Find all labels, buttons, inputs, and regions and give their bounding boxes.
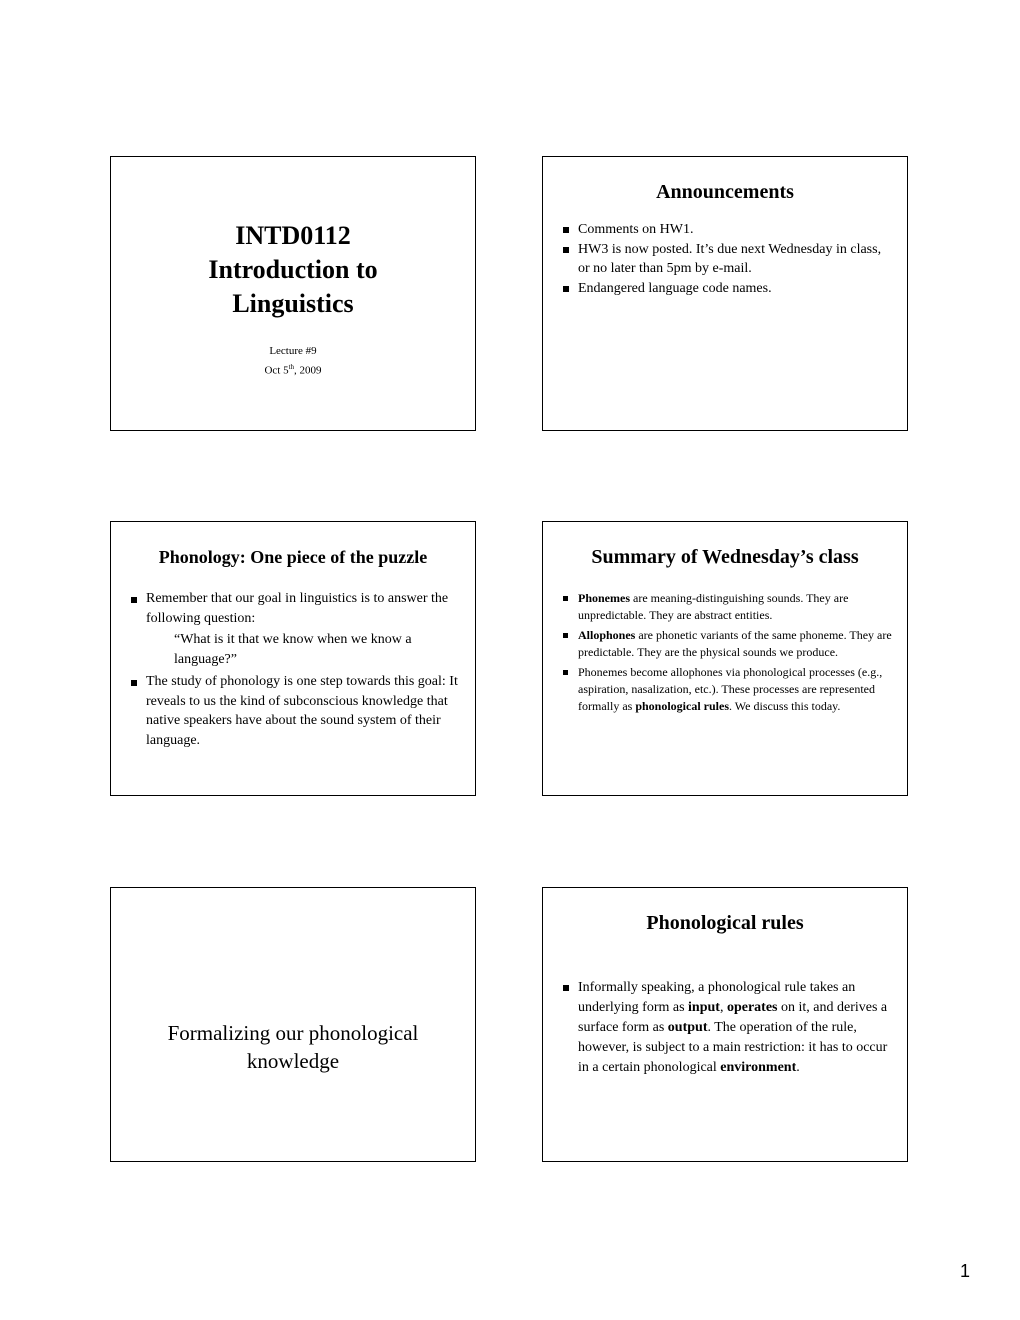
list-item-text: Comments on HW1.	[578, 222, 694, 237]
bullet-list	[131, 589, 459, 750]
lecture-date	[111, 359, 475, 379]
bullet-square-icon	[131, 597, 137, 603]
list-item-text: ,	[719, 1000, 727, 1015]
bullet-square-icon	[563, 286, 569, 292]
section-heading-line1: Formalizing our phonological	[167, 1021, 419, 1045]
term-phonemes: Phonemes	[578, 591, 630, 605]
date-ordinal: th	[288, 363, 295, 371]
slide-phonological-rules	[542, 887, 908, 1162]
page-number: 1	[960, 1261, 971, 1281]
bullet-square-icon	[563, 227, 569, 233]
list-item-text: .	[796, 1060, 800, 1075]
bullet-square-icon	[563, 596, 568, 601]
list-item	[563, 590, 893, 624]
bullet-list	[563, 220, 891, 299]
list-item-text: Informally speaking, a phonological rule takes an underlying form as	[578, 980, 856, 1015]
list-item-text: Remember that our goal in linguistics is to answer the following question:	[146, 591, 449, 626]
slide-heading: Announcements	[656, 181, 794, 203]
date-month-day: Oct 5	[264, 364, 289, 377]
bullet-square-icon	[563, 985, 569, 991]
term-environment: environment	[720, 1060, 797, 1075]
bullet-square-icon	[563, 633, 568, 638]
bullet-square-icon	[563, 247, 569, 253]
quote-text: “What is it that we know when we know a language?”	[174, 632, 412, 667]
course-name-line1: Introduction to	[208, 255, 378, 284]
term-allophones: Allophones	[578, 628, 636, 642]
list-item-text: . We discuss this today.	[729, 699, 841, 713]
slide-formalizing	[110, 887, 476, 1162]
list-item	[563, 220, 891, 239]
term-operates: operates	[726, 1000, 778, 1015]
course-code: INTD0112	[235, 221, 351, 250]
course-title	[111, 219, 475, 321]
section-heading-line2: knowledge	[246, 1049, 340, 1073]
slide-heading: Phonological rules	[646, 912, 804, 934]
term-output: output	[667, 1020, 708, 1035]
list-item	[131, 672, 459, 750]
term-input: input	[688, 1000, 720, 1015]
lecture-info	[111, 343, 475, 379]
list-item	[131, 589, 459, 669]
slide-phonology	[110, 521, 476, 796]
slide-heading: Phonology: One piece of the puzzle	[158, 547, 428, 567]
bullet-square-icon	[563, 670, 568, 675]
list-item	[563, 978, 891, 1078]
term-phonological-rules: phonological rules	[635, 699, 730, 713]
list-item	[563, 627, 893, 661]
list-item-text: HW3 is now posted. It’s due next Wednesday in class, or no later than 5pm by e-mail.	[578, 242, 882, 276]
list-item-text: Phonemes become allophones via phonological processes (e.g., aspiration, nasalization, etc.). These processes are represented formally as	[578, 665, 883, 713]
slide-summary	[542, 521, 908, 796]
section-heading	[111, 1019, 475, 1075]
course-name-line2: Linguistics	[232, 289, 354, 318]
bullet-list	[563, 590, 893, 718]
slide-title	[110, 156, 476, 431]
date-year: , 2009	[294, 364, 322, 377]
list-item	[563, 664, 893, 715]
bullet-list	[563, 978, 891, 1078]
list-item-text: are meaning-distinguishing sounds. They are unpredictable. They are abstract entities.	[578, 591, 849, 622]
bullet-square-icon	[131, 680, 137, 686]
list-item-text: Endangered language code names.	[578, 281, 772, 296]
slide-heading: Summary of Wednesday’s class	[591, 546, 859, 568]
list-item-text: on it, and derives a surface form as	[578, 1000, 888, 1035]
list-item-text: The study of phonology is one step towards this goal: It reveals to us the kind of subconscious knowledge that native speakers have about the sound system of their language.	[146, 674, 458, 748]
list-item-text: . The operation of the rule, however, is subject to a main restriction: it has to occur in a certain phonological	[578, 1020, 888, 1075]
list-item	[563, 279, 891, 298]
lecture-number: Lecture #9	[269, 345, 317, 357]
list-item	[563, 240, 891, 278]
list-item-text: are phonetic variants of the same phoneme. They are predictable. They are the physical sounds we produce.	[578, 628, 892, 659]
slide-announcements	[542, 156, 908, 431]
